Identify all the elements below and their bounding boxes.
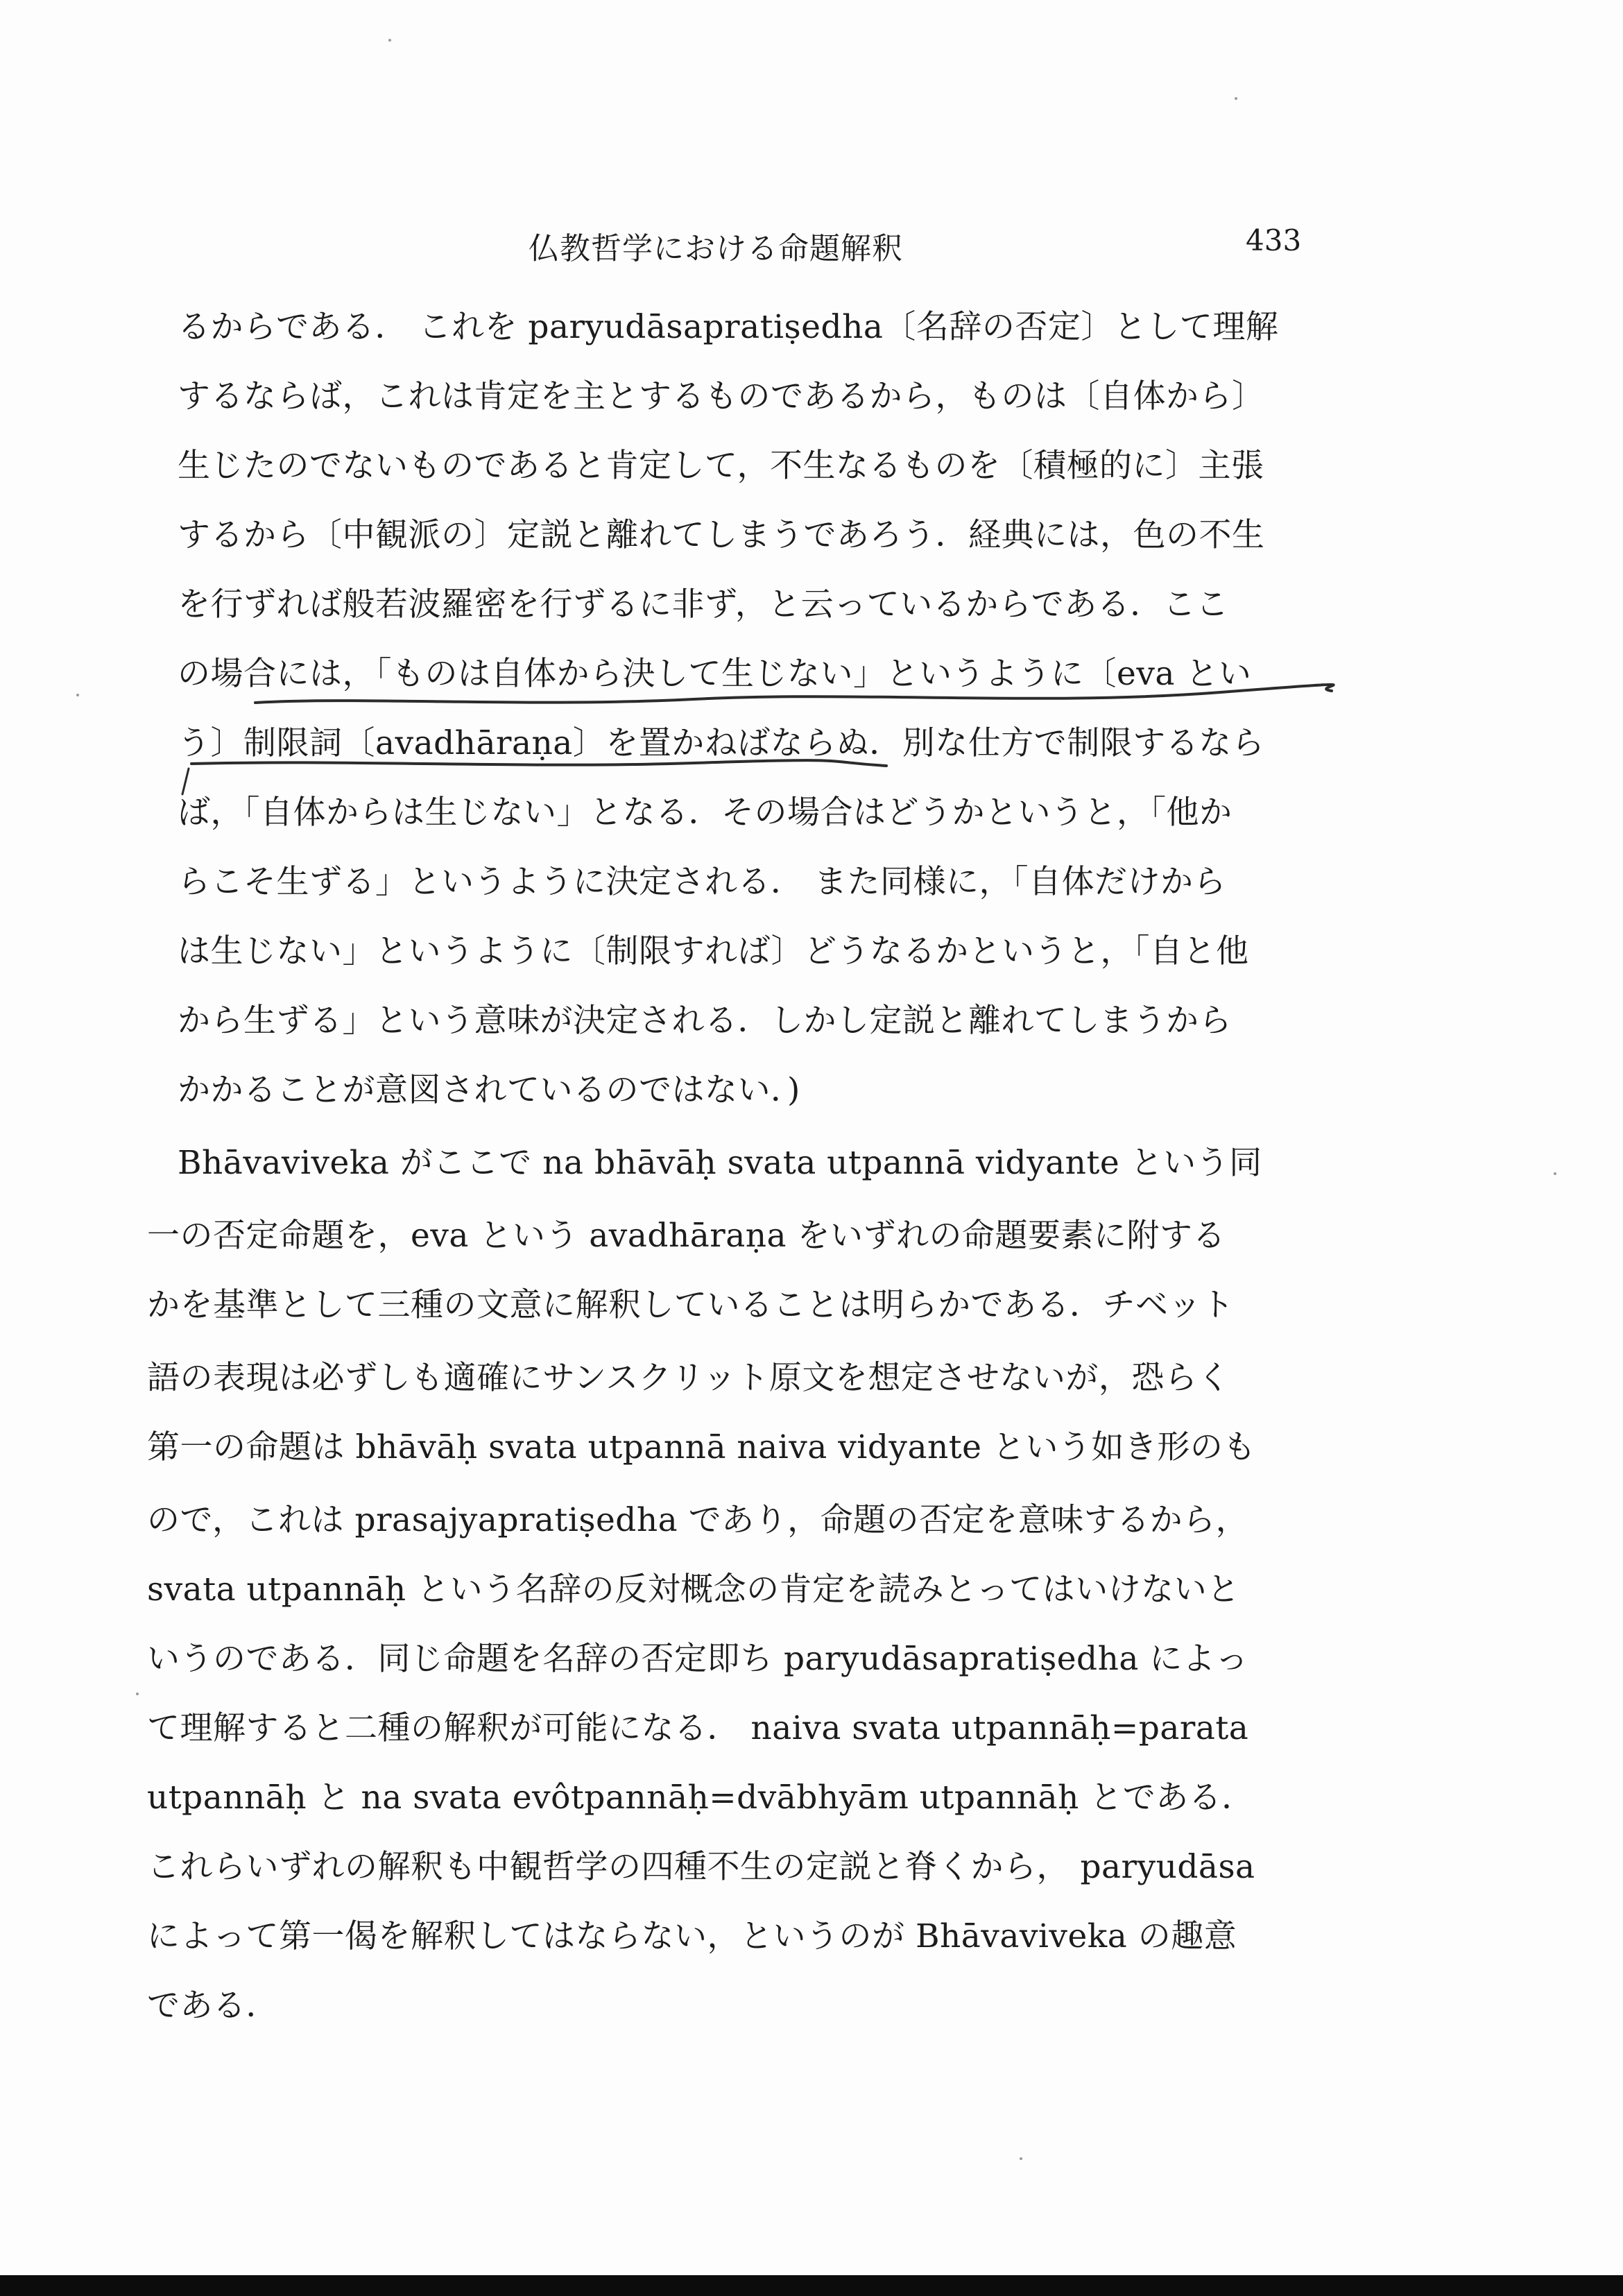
text-line: 第一の命題は bhāvāḥ svata utpannā naiva vidyante という如き形のも <box>147 1428 1256 1466</box>
text-line: 一の否定命題を，eva という avadhāraṇa をいずれの命題要素に附する <box>147 1217 1226 1255</box>
text-line: かかることが意図されているのではない．) <box>178 1071 800 1109</box>
text-line: これらいずれの解釈も中観哲学の四種不生の定説と脊くから， paryudāsa <box>147 1848 1255 1886</box>
text-line: 語の表現は必ずしも適確にサンスクリット原文を想定させないが，恐らく <box>147 1359 1230 1397</box>
scan-bottom-edge <box>0 2275 1623 2296</box>
text-line: から生ずる」という意味が決定される．しかし定説と離れてしまうから <box>178 1002 1232 1040</box>
text-line: 生じたのでないものであると肯定して，不生なるものを〔積極的に〕主張 <box>178 447 1264 485</box>
text-line: かを基準として三種の文意に解釈していることは明らかである．チベット <box>147 1286 1235 1324</box>
text-line: ば，「自体からは生じない」となる．その場合はどうかというと，「他か <box>178 794 1233 832</box>
text-line: によって第一偈を解釈してはならない，というのが Bhāvaviveka の趣意 <box>147 1917 1237 1955</box>
scan-speck <box>388 39 391 42</box>
running-header <box>0 223 1623 272</box>
text-line: するならば，これは肯定を主とするものであるから，ものは〔自体から〕 <box>178 377 1265 415</box>
text-line: の場合には，「ものは自体から決して生じない」というように〔eva とい <box>178 655 1252 693</box>
text-line: は生じない」というように〔制限すれば〕どうなるかというと，「自と他 <box>178 932 1249 970</box>
text-line: を行ずれば般若波羅密を行ずるに非ず，と云っているからである．ここ <box>178 585 1229 624</box>
page-number: 433 <box>1246 223 1302 257</box>
text-line: である． <box>147 1987 279 2025</box>
text-line: するから〔中観派の〕定説と離れてしまうであろう．経典には，色の不生 <box>178 516 1265 554</box>
text-line: ので，これは prasajyapratiṣedha であり，命題の否定を意味するから， <box>147 1501 1249 1539</box>
text-line: らこそ生ずる」というように決定される． また同様に，「自体だけから <box>178 863 1226 901</box>
scan-speck <box>1235 97 1237 100</box>
running-title: 仏教哲学における命題解釈 <box>529 231 903 266</box>
text-line: Bhāvaviveka がここで na bhāvāḥ svata utpannā vidyante という同 <box>178 1144 1262 1182</box>
text-line: う〕制限詞〔avadhāraṇa〕を置かねばならぬ．別な仕方で制限するなら <box>178 724 1265 762</box>
scan-speck <box>136 1693 139 1695</box>
text-line: utpannāḥ と na svata evôtpannāḥ=dvābhyām utpannāḥ とである． <box>147 1779 1255 1817</box>
text-line: て理解すると二種の解釈が可能になる． naiva svata utpannāḥ=parata <box>147 1709 1249 1747</box>
text-line: るからである． これを paryudāsapratiṣedha〔名辞の否定〕として理解 <box>178 308 1279 346</box>
scan-speck <box>1020 2157 1022 2160</box>
text-line: いうのである．同じ命題を名辞の否定即ち paryudāsapratiṣedha によっ <box>147 1640 1248 1678</box>
scan-speck <box>1554 1172 1556 1175</box>
text-line: svata utpannāḥ という名辞の反対概念の肯定を読みとってはいけないと <box>147 1570 1240 1609</box>
scan-speck <box>76 694 79 696</box>
